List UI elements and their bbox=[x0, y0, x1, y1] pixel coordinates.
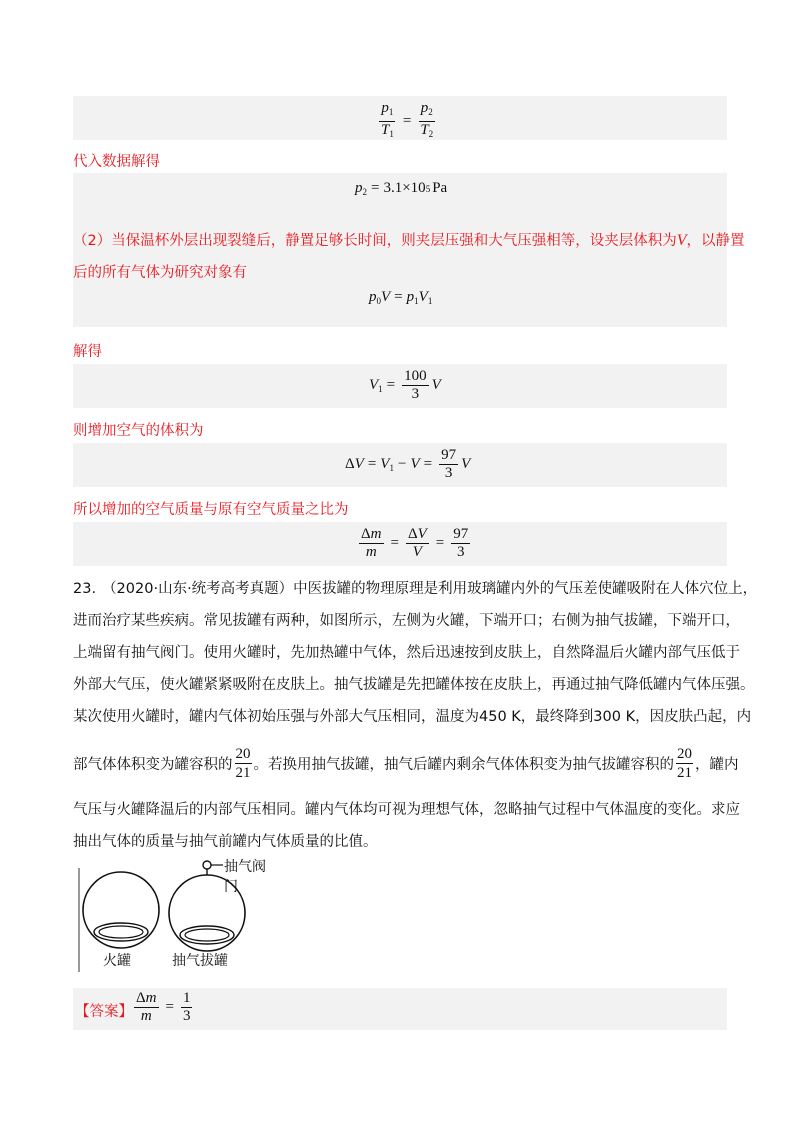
step-label-increase-volume: 则增加空气的体积为 bbox=[73, 423, 204, 439]
step-label-substitute: 代入数据解得 bbox=[73, 154, 160, 170]
equation-mass-ratio: $\frac{\Delta m}{m}$ = $\frac{\Delta V}{V}$ = $\frac{97}{3}$ bbox=[361, 526, 469, 560]
problem-line-6: 部气体体积变为罐容积的 $\frac{20}{21}$ 。若换用抽气拔罐，抽气后罐内剩余气体体积变为抽气拔罐容积的 $\frac{20}{21}$ ，罐内 bbox=[73, 746, 739, 781]
fire-cup-label: 火罐 bbox=[103, 953, 131, 969]
problem-line-5: 某次使用火罐时，罐内气体初始压强与外部大气压相同，温度为450 K，最终降到300 K，因皮肤凸起，内 bbox=[73, 709, 752, 725]
equation-charles-law: $\frac{p_1}{T_1}$ = $\frac{p_2}{T_2}$ bbox=[381, 100, 434, 139]
equation-boyle: $p_0V$ = $p_1V_1$ bbox=[369, 289, 433, 306]
problem-line-8: 抽出气体的质量与抽气前罐内气体质量的比值。 bbox=[73, 834, 378, 850]
step-label-mass-ratio: 所以增加的空气质量与原有空气质量之比为 bbox=[73, 502, 349, 518]
suction-cup-label: 抽气拔罐 bbox=[172, 953, 228, 969]
valve-label: 抽气阀门 bbox=[224, 859, 266, 895]
equation-v1: $V_1$ = $\frac{100}{3}$ V bbox=[369, 368, 441, 402]
problem-line-2: 进而治疗某些疾病。常见拔罐有两种，如图所示，左侧为火罐，下端开口；右侧为抽气拔罐，下端开口， bbox=[73, 613, 740, 629]
valve-icon bbox=[203, 861, 211, 869]
part-2-text: （2）当保温杯外层出现裂缝后，静置足够长时间，则夹层压强和大气压强相等，设夹层体积为V，以静置 bbox=[73, 232, 745, 249]
answer-box bbox=[73, 988, 727, 1030]
answer-label: 【答案】 bbox=[75, 1004, 133, 1020]
part-2-text-line2: 后的所有气体为研究对象有 bbox=[73, 265, 247, 281]
problem-line-3: 上端留有抽气阀门。使用火罐时，先加热罐中气体，然后迅速按到皮肤上，自然降温后火罐内部气压低于 bbox=[73, 645, 740, 661]
equation-delta-v: ΔV = $V_1$ − V = $\frac{97}{3}$ V bbox=[345, 447, 471, 481]
problem-line-1: 23. （2020·山东·统考高考真题）中医拔罐的物理原理是利用玻璃罐内外的气压差使罐吸附在人体穴位上， bbox=[73, 581, 758, 597]
problem-line-7: 气压与火罐降温后的内部气压相同。罐内气体均可视为理想气体，忽略抽气过程中气体温度的变化。求应 bbox=[73, 802, 740, 818]
answer-equation: $\frac{\Delta m}{m}$ = $\frac{1}{3}$ bbox=[136, 990, 191, 1024]
step-label-solve: 解得 bbox=[73, 344, 102, 360]
problem-line-4: 外部大气压，使火罐紧紧吸附在皮肤上。抽气拔罐是先把罐体按在皮肤上，再通过抽气降低罐内气体压强。 bbox=[73, 677, 755, 693]
cupping-figure bbox=[73, 858, 273, 978]
equation-p2-value: $p_2$ = 3.1×10 5 Pa bbox=[355, 180, 448, 197]
